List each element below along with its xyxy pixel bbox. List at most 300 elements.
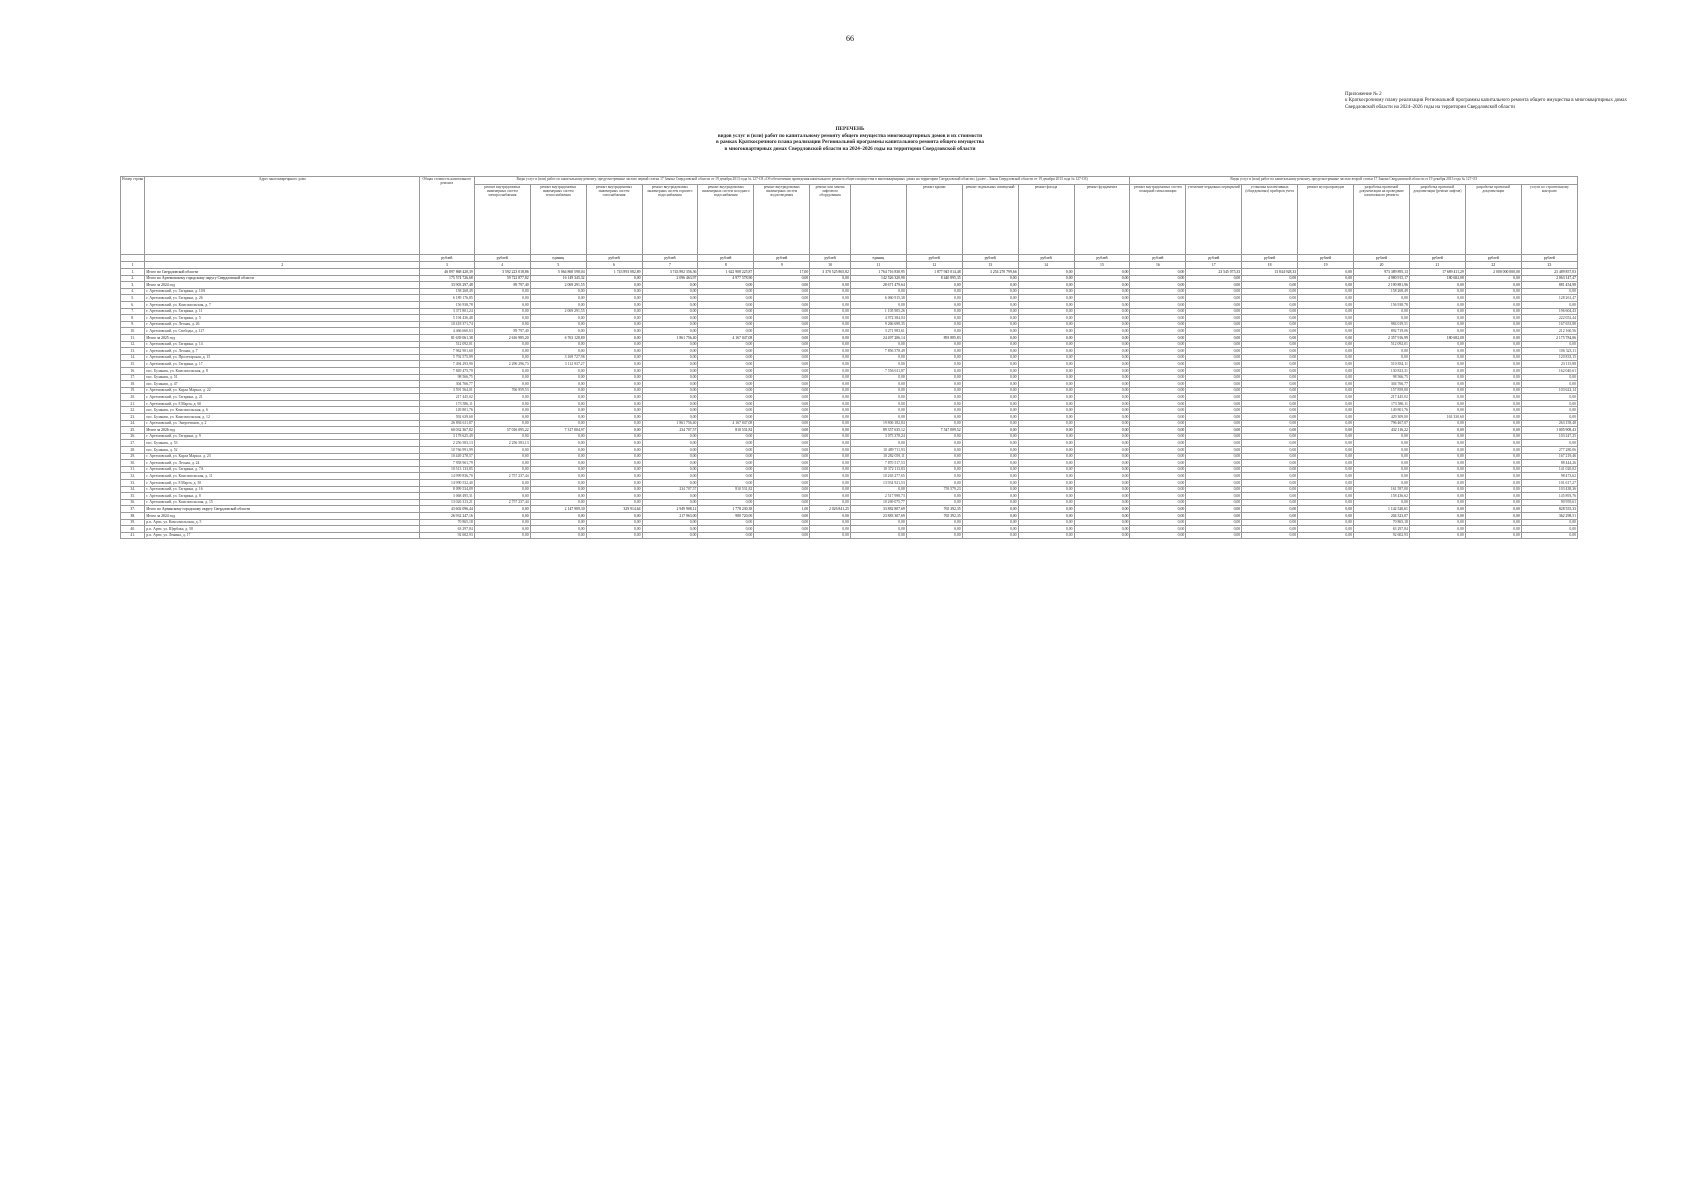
value-cell: 0,00: [530, 414, 586, 421]
value-cell: 1 877 945 014,48: [906, 269, 962, 276]
value-cell: 0,00: [1298, 414, 1354, 421]
value-cell: 0,00: [962, 348, 1018, 355]
value-cell: 0,00: [850, 394, 906, 401]
total-cost-cell: 6 189 176,85: [419, 295, 474, 302]
value-cell: 0,00: [1409, 473, 1465, 480]
value-cell: 0,00: [962, 493, 1018, 500]
value-cell: 0,00: [1242, 394, 1298, 401]
value-cell: 0,00: [906, 480, 962, 487]
row-number-cell: 5.: [121, 295, 145, 302]
value-cell: 0,00: [754, 387, 810, 394]
value-cell: 0,00: [1130, 315, 1186, 322]
value-cell: 0,00: [1298, 387, 1354, 394]
total-cost-cell: 592 639,60: [419, 414, 474, 421]
address-cell: р.п. Арти, ул. Щербака, д. 58: [145, 526, 420, 533]
value-cell: 0,00: [586, 381, 642, 388]
value-cell: 0,00: [962, 354, 1018, 361]
row-number-cell: 32.: [121, 473, 145, 480]
value-cell: 0,00: [586, 301, 642, 308]
value-cell: 158 268,49: [1354, 288, 1410, 295]
value-cell: 0,00: [906, 526, 962, 533]
value-cell: 0,00: [474, 493, 530, 500]
value-cell: 0,00: [698, 328, 754, 335]
value-cell: 0,00: [962, 387, 1018, 394]
value-cell: 0,00: [754, 348, 810, 355]
value-cell: 0,00: [1074, 506, 1130, 513]
value-cell: 0,00: [850, 400, 906, 407]
value-cell: 0,00: [1074, 499, 1130, 506]
value-cell: 432 116,22: [1354, 427, 1410, 434]
value-cell: 0,00: [1298, 354, 1354, 361]
value-cell: 0,00: [1521, 301, 1577, 308]
value-cell: 0,00: [1242, 493, 1298, 500]
column-number-cell: 18: [1242, 262, 1298, 269]
value-cell: 0,00: [1465, 407, 1521, 414]
value-cell: 2 000 000 000,00: [1465, 269, 1521, 276]
value-cell: 234 707,57: [642, 427, 698, 434]
value-cell: 0,00: [474, 288, 530, 295]
value-cell: 0,00: [1130, 460, 1186, 467]
value-cell: 0,00: [530, 374, 586, 381]
value-cell: 0,00: [642, 493, 698, 500]
value-cell: 980 720,00: [698, 512, 754, 519]
value-cell: 0,00: [1298, 361, 1354, 368]
value-cell: 0,00: [642, 466, 698, 473]
value-cell: 0,00: [962, 334, 1018, 341]
value-cell: 0,00: [1130, 473, 1186, 480]
value-cell: 0,00: [1409, 480, 1465, 487]
value-cell: 0,00: [1242, 295, 1298, 302]
value-cell: 0,00: [474, 400, 530, 407]
value-cell: 0,00: [1186, 367, 1242, 374]
total-cost-cell: 60 032 367,82: [419, 427, 474, 434]
total-cost-cell: 81 639 061,38: [419, 334, 474, 341]
value-cell: 0,00: [1465, 348, 1521, 355]
value-cell: 0,00: [1242, 447, 1298, 454]
address-cell: г. Артемовский, ул. 8 Марта, д. 50: [145, 480, 420, 487]
value-cell: 0,00: [586, 367, 642, 374]
header-group-part2: Виды услуг и (или) работ по капитальному ремонту, предусмотренные частью второй статьи 17 Закона Свердловской области от 19 декабря 2013 года № 127-ОЗ: [1130, 177, 1578, 185]
address-cell: г. Артемовский, ул. Гагарина, д. 26: [145, 295, 420, 302]
value-cell: 0,00: [530, 381, 586, 388]
value-cell: 0,00: [906, 414, 962, 421]
value-cell: 0,00: [906, 519, 962, 526]
value-cell: 0,00: [850, 532, 906, 539]
value-cell: 0,00: [906, 447, 962, 454]
table-row: [121, 387, 1578, 394]
value-cell: 0,00: [530, 440, 586, 447]
value-cell: 4 977 578,90: [698, 275, 754, 282]
value-cell: 0,00: [586, 328, 642, 335]
value-cell: 0,00: [1521, 341, 1577, 348]
value-cell: 0,00: [1298, 453, 1354, 460]
value-cell: 0,00: [1409, 447, 1465, 454]
value-cell: 0,00: [1298, 506, 1354, 513]
value-cell: 0,00: [1018, 512, 1074, 519]
table-row: [121, 512, 1578, 519]
value-cell: 0,00: [1298, 295, 1354, 302]
header-total-cost: Общая стоимость капитального ремонта: [419, 177, 474, 255]
value-cell: 0,00: [1074, 486, 1130, 493]
value-cell: 1 142 520,61: [1354, 506, 1410, 513]
value-cell: 0,00: [1074, 493, 1130, 500]
value-cell: 0,00: [810, 453, 851, 460]
value-cell: 2 069 291,55: [530, 282, 586, 289]
value-cell: 0,00: [1074, 407, 1130, 414]
value-cell: 0,00: [474, 315, 530, 322]
value-cell: 0,00: [1465, 486, 1521, 493]
value-cell: 0,00: [1130, 275, 1186, 282]
value-cell: 0,00: [1186, 420, 1242, 427]
value-cell: 0,00: [1409, 466, 1465, 473]
table-row: [121, 466, 1578, 473]
value-cell: 0,00: [1130, 341, 1186, 348]
value-cell: 0,00: [1298, 341, 1354, 348]
value-cell: 0,00: [1074, 526, 1130, 533]
value-cell: 0,00: [810, 348, 851, 355]
value-cell: 0,00: [1298, 381, 1354, 388]
table-row: [121, 341, 1578, 348]
value-cell: 277 280,06: [1521, 447, 1577, 454]
value-cell: 0,00: [586, 453, 642, 460]
value-cell: 0,00: [1018, 374, 1074, 381]
unit-cell: рублей: [586, 255, 642, 262]
table-row: [121, 301, 1578, 308]
value-cell: 0,00: [1018, 420, 1074, 427]
header-col-14: ремонт фасада: [1018, 185, 1074, 255]
value-cell: 0,00: [754, 407, 810, 414]
value-cell: 0,00: [1074, 387, 1130, 394]
value-cell: 0,00: [1018, 440, 1074, 447]
value-cell: 0,00: [1465, 301, 1521, 308]
value-cell: 0,00: [530, 480, 586, 487]
value-cell: 0,00: [810, 512, 851, 519]
value-cell: 0,00: [698, 301, 754, 308]
row-number-cell: 18.: [121, 381, 145, 388]
value-cell: 0,00: [586, 427, 642, 434]
value-cell: 0,00: [1130, 354, 1186, 361]
value-cell: 0,00: [1521, 381, 1577, 388]
value-cell: 765 392,35: [906, 506, 962, 513]
unit-cell: рублей: [419, 255, 474, 262]
value-cell: 130 823,31: [1354, 367, 1410, 374]
value-cell: 0,00: [1298, 348, 1354, 355]
value-cell: 0,00: [754, 341, 810, 348]
unit-cell: рублей: [1130, 255, 1186, 262]
value-cell: 0,00: [754, 486, 810, 493]
value-cell: 0,00: [1354, 348, 1410, 355]
unit-cell: рублей: [474, 255, 530, 262]
value-cell: 0,00: [754, 519, 810, 526]
value-cell: 120 833,15: [1521, 354, 1577, 361]
address-cell: пос. Буланаш, ул. Комсомольская, д. 12: [145, 414, 420, 421]
value-cell: 3 271 983,61: [850, 328, 906, 335]
header-col-6: ремонт внутридомовых инженерных систем газоснабжения: [586, 185, 642, 255]
address-cell: пос. Буланаш, д. 51: [145, 374, 420, 381]
value-cell: 0,00: [754, 282, 810, 289]
value-cell: 0,00: [1130, 519, 1186, 526]
value-cell: 329 914,64: [586, 506, 642, 513]
value-cell: 0,00: [1521, 440, 1577, 447]
value-cell: 0,00: [474, 348, 530, 355]
value-cell: 0,00: [642, 295, 698, 302]
value-cell: 0,00: [1018, 480, 1074, 487]
value-cell: 0,00: [850, 519, 906, 526]
value-cell: 0,00: [474, 394, 530, 401]
value-cell: 0,00: [1018, 532, 1074, 539]
value-cell: 0,00: [1298, 328, 1354, 335]
value-cell: 0,00: [698, 367, 754, 374]
value-cell: 4 167 047,08: [698, 420, 754, 427]
value-cell: 141 020,02: [1521, 466, 1577, 473]
address-cell: пос. Буланаш, д. 47: [145, 381, 420, 388]
value-cell: 0,00: [1186, 387, 1242, 394]
total-cost-cell: 7 958 961,79: [419, 460, 474, 467]
value-cell: 0,00: [850, 341, 906, 348]
value-cell: 0,00: [754, 275, 810, 282]
unit-cell: рублей: [642, 255, 698, 262]
value-cell: 0,00: [962, 361, 1018, 368]
value-cell: 0,00: [698, 295, 754, 302]
row-number-cell: 11.: [121, 334, 145, 341]
value-cell: 0,00: [810, 400, 851, 407]
value-cell: 0,00: [810, 334, 851, 341]
value-cell: 0,00: [1018, 473, 1074, 480]
value-cell: 0,00: [1354, 466, 1410, 473]
value-cell: 2 616 985,20: [474, 334, 530, 341]
value-cell: 0,00: [1186, 480, 1242, 487]
value-cell: 23 545 075,33: [1186, 269, 1242, 276]
value-cell: 9 266 698,35: [850, 321, 906, 328]
table-row: [121, 308, 1578, 315]
value-cell: 0,00: [1242, 532, 1298, 539]
value-cell: 0,00: [1130, 532, 1186, 539]
document-title: [600, 126, 1100, 152]
value-cell: 0,00: [1409, 420, 1465, 427]
value-cell: 0,00: [642, 447, 698, 454]
unit-cell: единиц: [530, 255, 586, 262]
value-cell: 3 370 525 865,82: [810, 269, 851, 276]
value-cell: 0,00: [1242, 433, 1298, 440]
address-cell: г. Артемовский, ул. Свободы, д. 127: [145, 328, 420, 335]
value-cell: 0,00: [586, 526, 642, 533]
value-cell: 0,00: [1521, 532, 1577, 539]
value-cell: 19 806 182,84: [850, 420, 906, 427]
value-cell: 0,00: [754, 361, 810, 368]
value-cell: 0,00: [1018, 275, 1074, 282]
value-cell: 217 445,02: [1354, 394, 1410, 401]
value-cell: 0,00: [962, 407, 1018, 414]
value-cell: 3 112 937,27: [530, 361, 586, 368]
value-cell: 0,00: [1130, 427, 1186, 434]
value-cell: 0,00: [698, 532, 754, 539]
value-cell: 0,00: [1074, 328, 1130, 335]
row-number-cell: 27.: [121, 440, 145, 447]
value-cell: 0,00: [906, 453, 962, 460]
value-cell: 0,00: [1465, 387, 1521, 394]
value-cell: 0,00: [530, 288, 586, 295]
value-cell: 0,00: [642, 288, 698, 295]
value-cell: 0,00: [1409, 348, 1465, 355]
address-cell: г. Артемовский, ул. Комсомольская, д. 7: [145, 301, 420, 308]
value-cell: 142 526 320,90: [850, 275, 906, 282]
value-cell: 0,00: [810, 367, 851, 374]
value-cell: 167 219,46: [1521, 453, 1577, 460]
value-cell: 0,00: [1018, 400, 1074, 407]
value-cell: 0,00: [1130, 269, 1186, 276]
value-cell: 0,00: [1354, 453, 1410, 460]
value-cell: 0,00: [1186, 282, 1242, 289]
value-cell: 0,00: [810, 301, 851, 308]
total-cost-cell: 14 990 532,40: [419, 480, 474, 487]
value-cell: 0,00: [474, 381, 530, 388]
value-cell: 0,00: [962, 367, 1018, 374]
value-cell: 0,00: [1298, 269, 1354, 276]
value-cell: 0,00: [530, 387, 586, 394]
total-cost-cell: 43 602 096,44: [419, 506, 474, 513]
value-cell: 0,00: [1242, 420, 1298, 427]
address-cell: г. Артемовский, ул. Гагарина, д. 9: [145, 433, 420, 440]
value-cell: 0,00: [754, 381, 810, 388]
value-cell: 0,00: [1018, 341, 1074, 348]
value-cell: 0,00: [962, 315, 1018, 322]
value-cell: 0,00: [1242, 499, 1298, 506]
value-cell: 0,00: [1409, 301, 1465, 308]
value-cell: 0,00: [1074, 269, 1130, 276]
total-cost-cell: 7 962 901,60: [419, 348, 474, 355]
value-cell: 1 861 756,40: [642, 334, 698, 341]
value-cell: 0,00: [1298, 321, 1354, 328]
header-col-18: установка коллективных (общедомовых) приборов учета: [1242, 185, 1298, 255]
total-cost-cell: 26 932 247,16: [419, 512, 474, 519]
value-cell: 101 617,27: [1521, 480, 1577, 487]
value-cell: 0,00: [698, 348, 754, 355]
value-cell: 2 757 237,44: [474, 499, 530, 506]
value-cell: 0,00: [1018, 315, 1074, 322]
value-cell: 0,00: [1018, 269, 1074, 276]
total-cost-cell: 10 766 991,99: [419, 447, 474, 454]
total-cost-cell: 2 256 583,13: [419, 440, 474, 447]
total-cost-cell: 3 068 495,31: [419, 493, 474, 500]
value-cell: 0,00: [586, 420, 642, 427]
value-cell: 0,00: [906, 354, 962, 361]
value-cell: 0,00: [1018, 282, 1074, 289]
value-cell: 0,00: [1242, 374, 1298, 381]
address-cell: Итого по Артемовскому городскому округу Свердловской области: [145, 275, 420, 282]
unit-cell: рублей: [1521, 255, 1577, 262]
value-cell: 4 972 384,04: [850, 315, 906, 322]
value-cell: 0,00: [1409, 526, 1465, 533]
value-cell: 6 763 128,80: [530, 334, 586, 341]
value-cell: 0,00: [530, 367, 586, 374]
value-cell: 1 005 908,43: [1521, 427, 1577, 434]
value-cell: 0,00: [1298, 519, 1354, 526]
value-cell: 0,00: [1074, 341, 1130, 348]
value-cell: 1 622 908 225,87: [698, 269, 754, 276]
value-cell: 0,00: [1186, 447, 1242, 454]
value-cell: 92 602,93: [1354, 532, 1410, 539]
value-cell: 0,00: [586, 414, 642, 421]
row-number-cell: 35.: [121, 493, 145, 500]
value-cell: 0,00: [962, 427, 1018, 434]
value-cell: 0,00: [1298, 460, 1354, 467]
value-cell: 0,00: [1130, 420, 1186, 427]
value-cell: 0,00: [1186, 493, 1242, 500]
row-number-cell: 17.: [121, 374, 145, 381]
value-cell: 0,00: [1354, 440, 1410, 447]
value-cell: 0,00: [1186, 334, 1242, 341]
row-number-cell: 14.: [121, 354, 145, 361]
value-cell: 0,00: [586, 354, 642, 361]
value-cell: 98 473,62: [1521, 473, 1577, 480]
value-cell: 0,00: [1242, 400, 1298, 407]
value-cell: 0,00: [1186, 440, 1242, 447]
value-cell: 7 556 611,87: [850, 367, 906, 374]
value-cell: 0,00: [906, 295, 962, 302]
row-number-cell: 3.: [121, 282, 145, 289]
value-cell: 0,00: [754, 532, 810, 539]
unit-cell: рублей: [1465, 255, 1521, 262]
value-cell: 0,00: [1298, 433, 1354, 440]
table-row: [121, 367, 1578, 374]
value-cell: 0,00: [1018, 414, 1074, 421]
value-cell: 0,00: [906, 361, 962, 368]
value-cell: 0,00: [642, 387, 698, 394]
value-cell: 0,00: [962, 341, 1018, 348]
value-cell: 0,00: [1298, 532, 1354, 539]
value-cell: 0,00: [906, 367, 962, 374]
value-cell: 0,00: [1130, 367, 1186, 374]
column-number-cell: 23: [1521, 262, 1577, 269]
value-cell: 0,00: [1186, 348, 1242, 355]
value-cell: 0,00: [474, 354, 530, 361]
value-cell: 0,00: [1465, 374, 1521, 381]
value-cell: 0,00: [1298, 512, 1354, 519]
value-cell: 0,00: [754, 374, 810, 381]
value-cell: 217 963,00: [642, 512, 698, 519]
value-cell: 28 671 479,64: [850, 282, 906, 289]
value-cell: 0,00: [1130, 453, 1186, 460]
unit-cell: рублей: [906, 255, 962, 262]
total-cost-cell: 512 092,01: [419, 341, 474, 348]
value-cell: 0,00: [1298, 282, 1354, 289]
value-cell: 0,00: [1018, 506, 1074, 513]
value-cell: 0,00: [1018, 493, 1074, 500]
row-number-cell: 22.: [121, 407, 145, 414]
unit-cell: рублей: [1018, 255, 1074, 262]
value-cell: 0,00: [1242, 381, 1298, 388]
address-cell: г. Артемовский, ул. Лесная, д. 26: [145, 321, 420, 328]
value-cell: 0,00: [698, 308, 754, 315]
value-cell: 0,00: [1298, 440, 1354, 447]
value-cell: 0,00: [1465, 420, 1521, 427]
value-cell: 0,00: [1465, 288, 1521, 295]
value-cell: 0,00: [530, 321, 586, 328]
value-cell: 0,00: [906, 374, 962, 381]
value-cell: 0,00: [1130, 394, 1186, 401]
value-cell: 0,00: [530, 301, 586, 308]
value-cell: 0,00: [1242, 348, 1298, 355]
value-cell: 0,00: [906, 308, 962, 315]
row-number-cell: 33.: [121, 480, 145, 487]
row-number-cell: 40.: [121, 526, 145, 533]
value-cell: 0,00: [1409, 374, 1465, 381]
value-cell: 0,00: [962, 473, 1018, 480]
value-cell: 0,00: [586, 519, 642, 526]
value-cell: 0,00: [530, 460, 586, 467]
value-cell: 0,00: [642, 308, 698, 315]
value-cell: 0,00: [1186, 295, 1242, 302]
